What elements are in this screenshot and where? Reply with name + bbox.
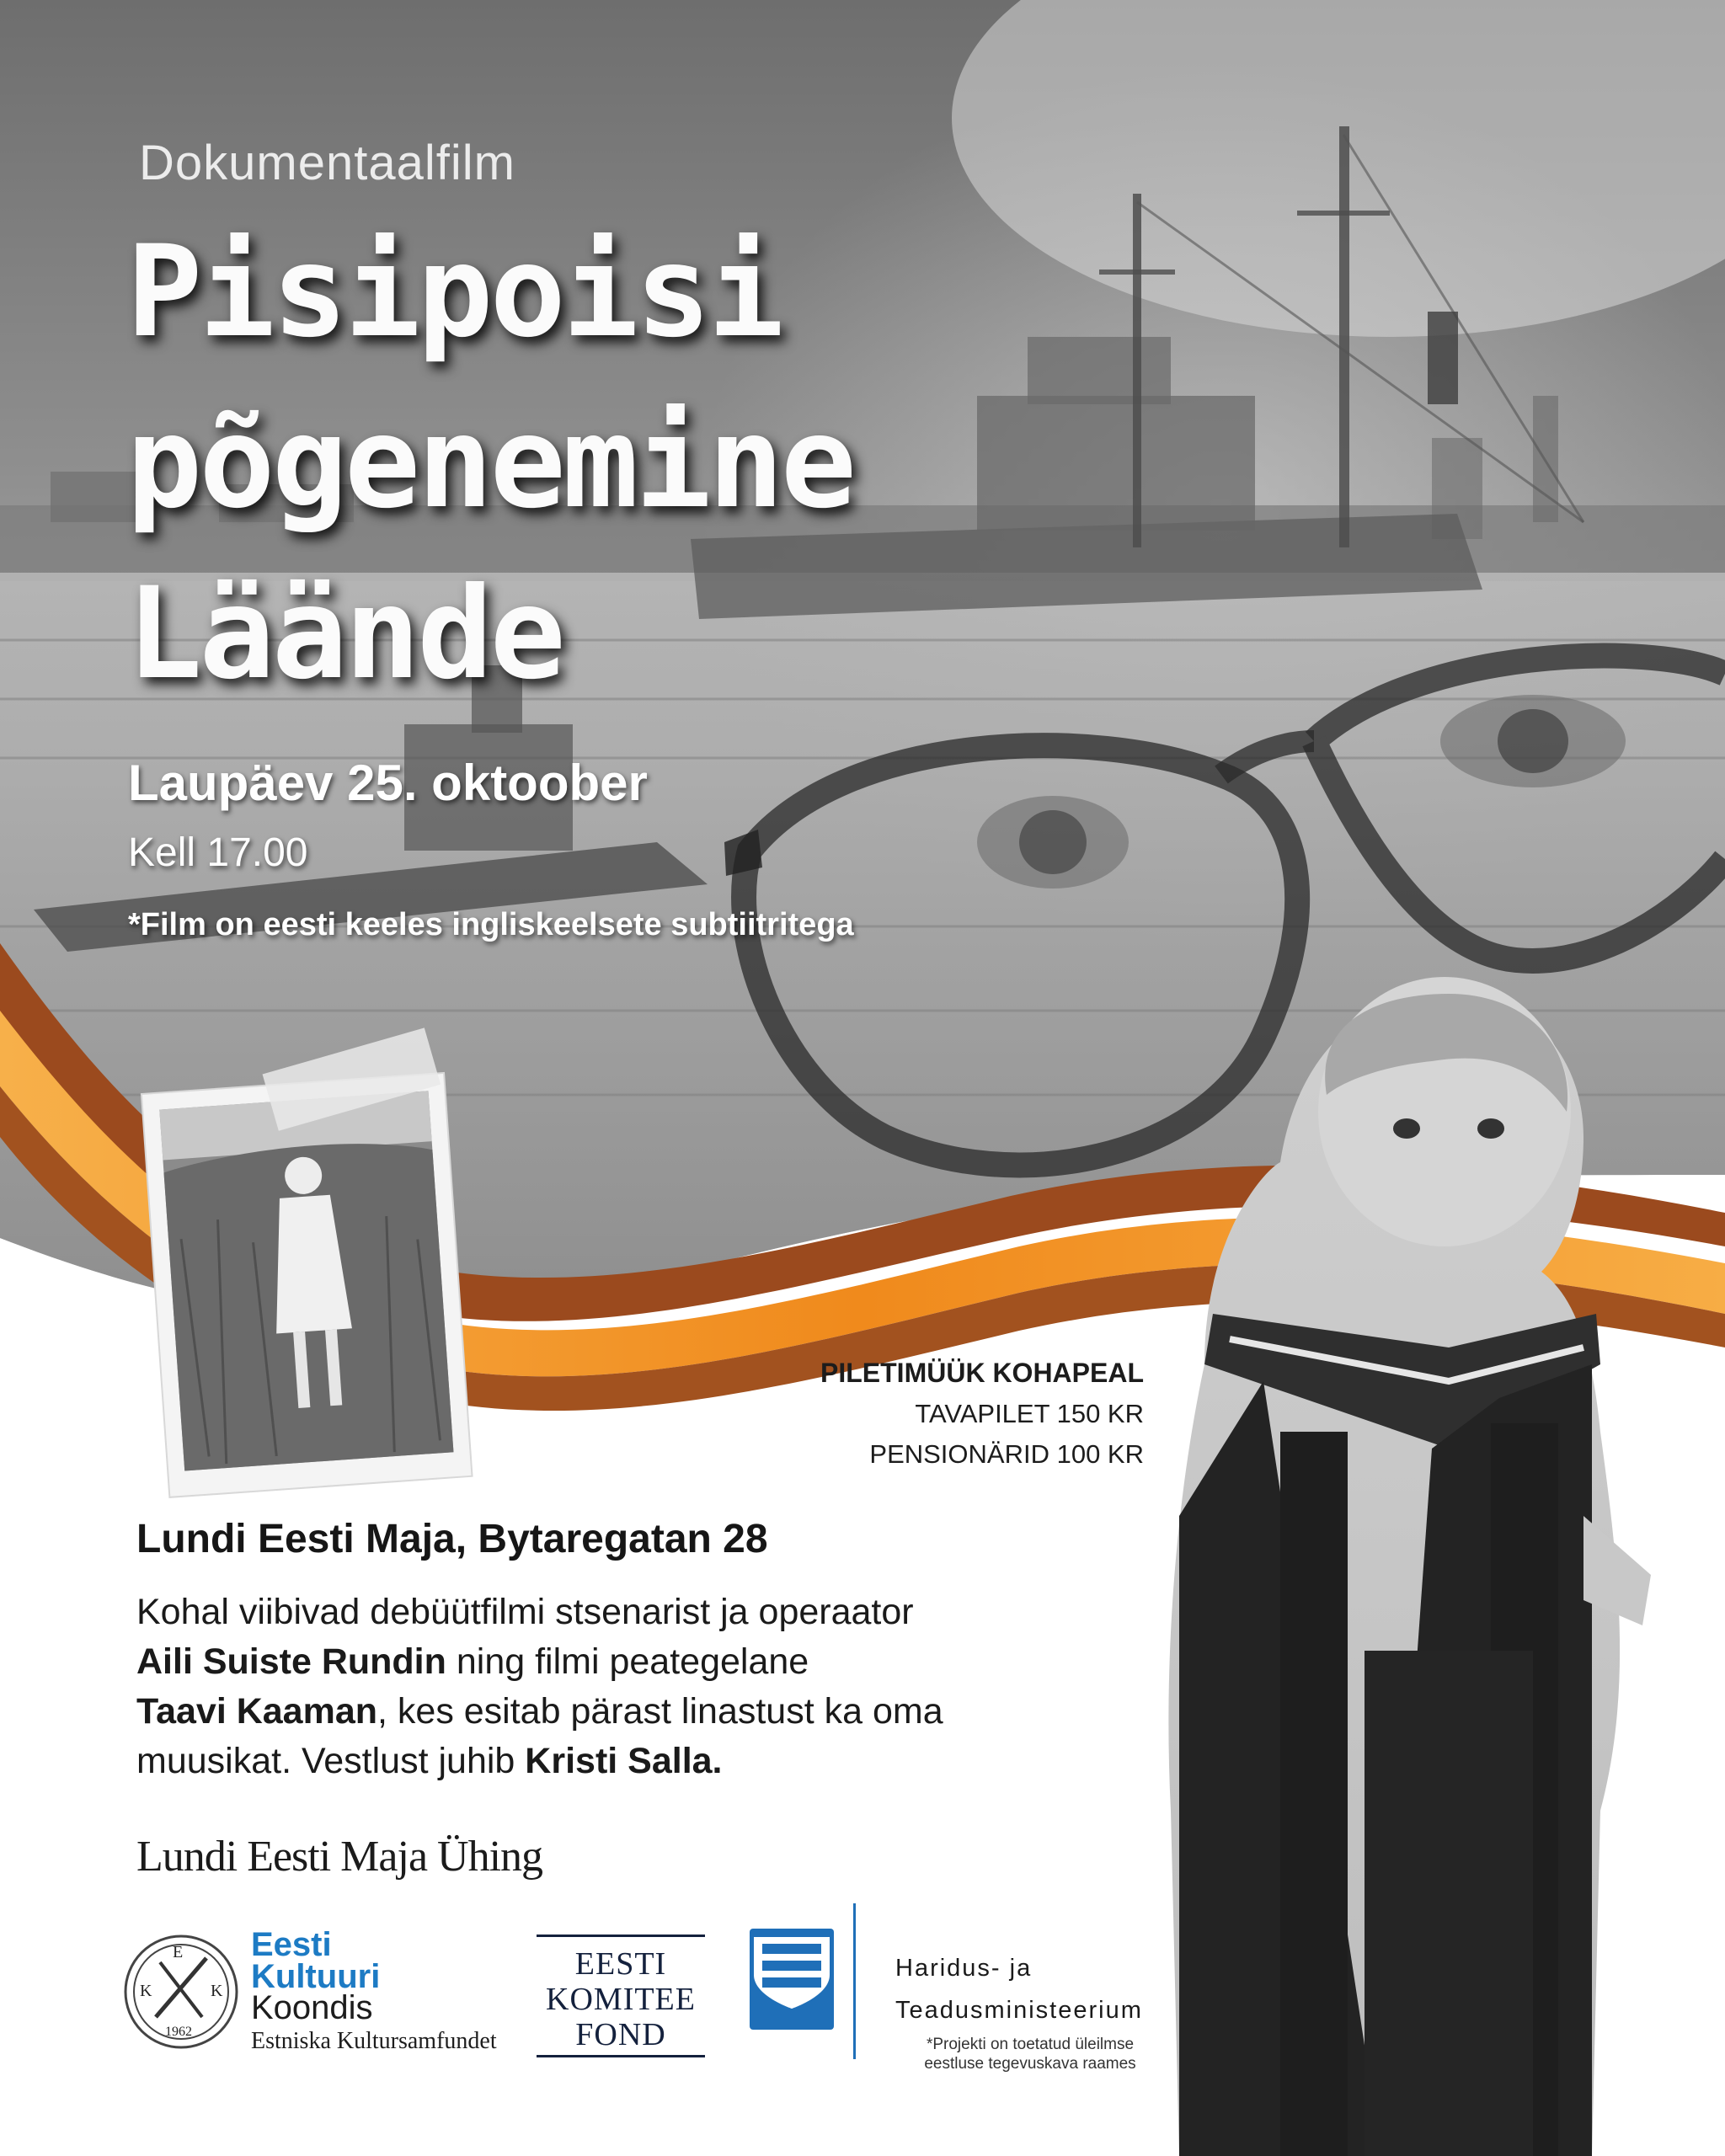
ekk-seal-letter-left: K [140,1982,152,2000]
ekf-line-2: KOMITEE [546,1982,696,2017]
ministry-line-2: Teadusministeerium [895,1997,1143,2024]
event-description [136,1588,1097,1786]
ticket-regular: TAVAPILET 150 KR [915,1399,1144,1428]
event-date: Laupäev 25. oktoober [128,755,648,811]
title-line-3: Läände [126,561,563,707]
ekk-logo-name [251,1926,381,1995]
description-name-moderator: Kristi Salla. [525,1741,723,1781]
description-text-3: , kes esitab pärast linastust ka oma muusikat. Vestlust juhib [136,1691,943,1781]
ekf-logo [537,1935,705,2052]
ministry-line-1: Haridus- ja [895,1955,1033,1982]
ekk-seal-year: 1962 [165,2025,192,2039]
ekk-seal-letter-right: K [211,1982,223,2000]
event-time: Kell 17.00 [128,830,308,875]
description-name-protagonist: Taavi Kaaman [136,1691,378,1732]
language-note: *Film on eesti keeles ingliskeelsete subtiitritega [128,907,854,942]
genre-label: Dokumentaalfilm [139,136,515,190]
ekf-line-3: FOND [575,2017,666,2052]
funding-note: *Projekti on toetatud üleilmse eestluse tegevuskava raames [924,2036,1136,2073]
ekk-seal-letter-top: E [173,1943,184,1961]
title-line-2: põgenemine [126,390,854,536]
ticket-info [820,1352,1144,1475]
description-text-1: Kohal viibivad debüütfilmi stsenarist ja operaator [136,1592,914,1632]
title-line-1: Pisipoisi [126,219,781,366]
ekk-name-line-3: Koondis [251,1989,373,2026]
ekk-subname: Estniska Kultursamfundet [251,2028,497,2054]
ekk-name-line-2: Kultuuri [251,1958,381,1995]
venue-address: Lundi Eesti Maja, Bytaregatan 28 [136,1517,768,1561]
ekk-name-line-1: Eesti [251,1926,332,1963]
description-text-2: ning filmi peategelane [446,1641,809,1682]
ekf-line-1: EESTI [574,1946,667,1982]
ticket-heading: PILETIMÜÜK KOHAPEAL [820,1358,1144,1388]
organizer-name: Lundi Eesti Maja Ühing [136,1833,543,1881]
ministry-logo [895,1947,1143,2031]
description-name-scriptwriter: Aili Suiste Rundin [136,1641,446,1682]
ticket-pensioners: PENSIONÄRID 100 KR [869,1439,1144,1469]
